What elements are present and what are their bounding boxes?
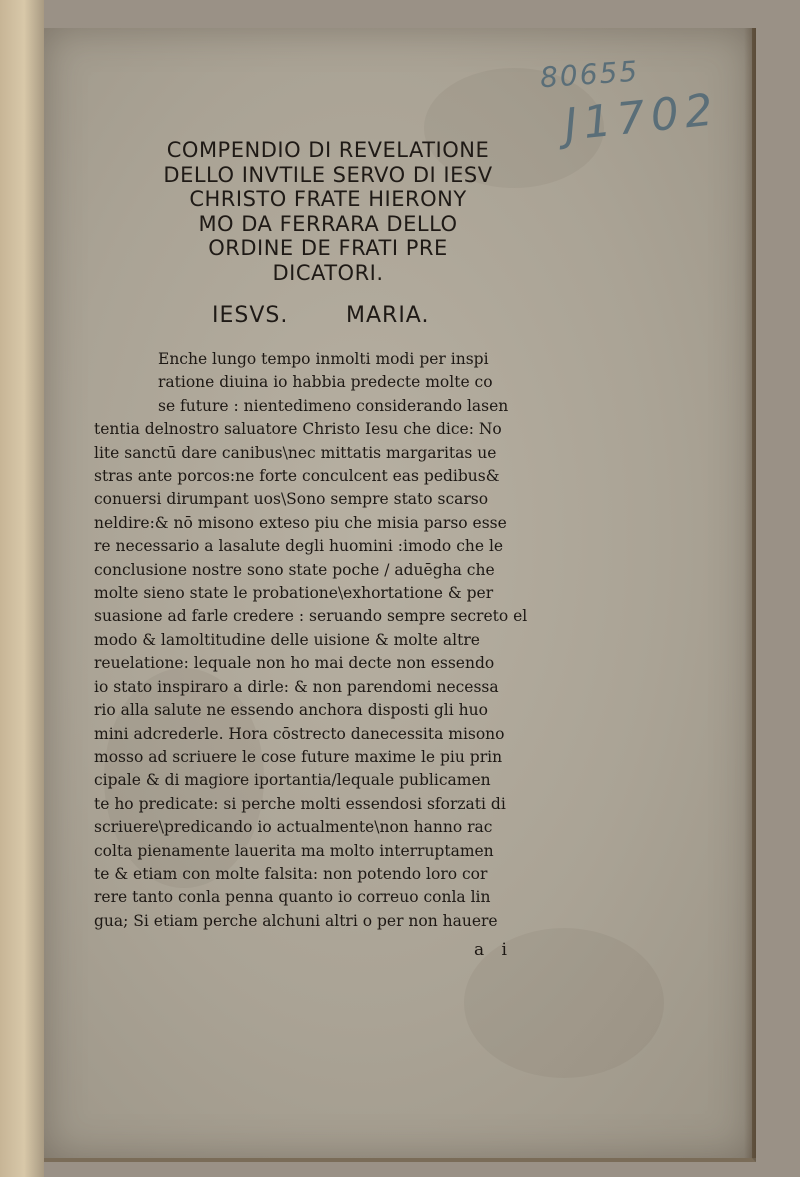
invocation-iesus: IESVS. xyxy=(212,303,289,328)
text-line: reuelatione: lequale non ho mai decte non essendo xyxy=(94,654,495,673)
text-line: conuersi dirumpant uos\Sono sempre stato scarso xyxy=(94,490,489,509)
text-line: molte sieno state le probatione\exhortatione & per xyxy=(94,584,494,603)
text-line: cipale & di magiore iportantia/lequale publicamen xyxy=(94,771,491,790)
text-line: mini adcrederle. Hora cōstrecto danecessita misono xyxy=(94,724,505,743)
text-line: modo & lamoltitudine delle uisione & molte altre xyxy=(94,630,480,649)
text-line: suasione ad farle credere : seruando sempre secreto el xyxy=(94,607,528,626)
text-line: te & etiam con molte falsita: non potendo loro cor xyxy=(94,864,488,883)
text-line: neldire:& nō misono extesо piu che misia parso esse xyxy=(94,513,507,532)
text-line: se future : nientedimeno considerando lasen xyxy=(158,396,509,415)
title-line: MO DA FERRARA DELLO xyxy=(198,211,458,236)
text-line: gua; Si etiam perche alchuni altri o per non hauere xyxy=(94,911,498,930)
shelfmark-annotation: 80655 xyxy=(538,54,641,95)
text-line: Enche lungo tempo inmolti modi per inspi xyxy=(158,350,489,368)
body-text xyxy=(94,348,564,933)
text-line: ratione diuina io habbia predecte molte co xyxy=(158,373,493,392)
text-line: stras ante porcos:ne forte conculcent eas pedibus& xyxy=(94,467,500,486)
text-line: rere tanto conla penna quanto io correuo conla lin xyxy=(94,888,491,907)
title-line: DELLO INVTILE SERVO DI IESV xyxy=(163,162,493,187)
text-line: te ho predicate: si perche molti essendosi sforzati di xyxy=(94,794,506,813)
text-line: io stato inspiraro a dirle: & non parendomi necessa xyxy=(94,677,499,696)
invocation-maria: MARIA. xyxy=(346,303,430,328)
text-line: rio alla salute ne essendo anchora disposti gli huo xyxy=(94,701,488,720)
text-line: tentia delnostro saluatore Christo Iesu che dice: No xyxy=(94,420,502,439)
text-line: re necessario a lasalute degli huomini :imodo che le xyxy=(94,537,504,556)
text-line: conclusione nostre sono state poche / aduēgha che xyxy=(94,560,495,579)
text-line: scriuere\predicando io actualmente\non hanno rac xyxy=(94,818,493,837)
title-line: ORDINE DE FRATI PRE xyxy=(208,236,448,260)
signature-mark: a i xyxy=(474,940,513,960)
text-line: mosso ad scriuere le cose future maxime le piu prin xyxy=(94,747,503,766)
facing-page-edge xyxy=(0,0,44,1177)
page-title xyxy=(118,138,538,285)
title-line: CHRISTO FRATE HIERONY xyxy=(189,187,467,211)
text-line: lite sanctū dare canibus\nec mittatis margaritas ue xyxy=(94,443,497,462)
text-line: colta pienamente lauerita ma molto interruptamen xyxy=(94,841,494,860)
title-line: DICATORI. xyxy=(272,260,384,285)
catalog-number-annotation: J1702 xyxy=(561,84,722,151)
title-line: COMPENDIO DI REVELATIONE xyxy=(166,138,490,162)
